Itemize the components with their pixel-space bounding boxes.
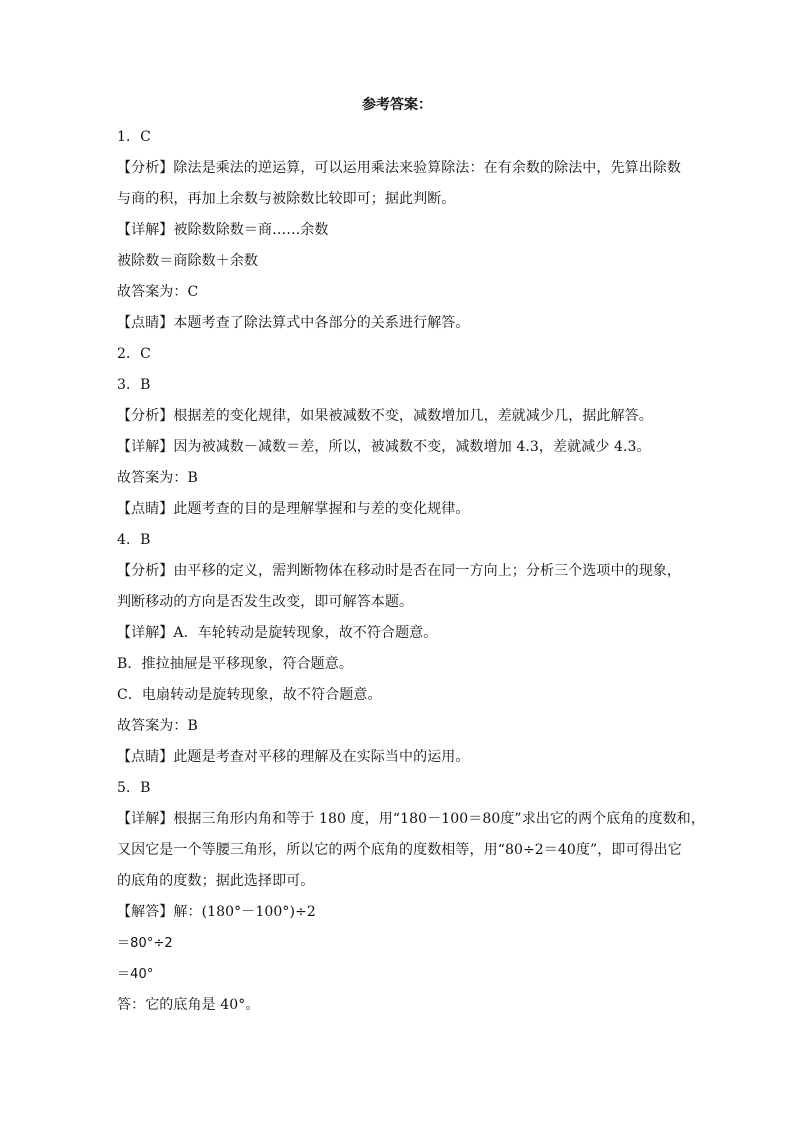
answer-line: 5．B — [117, 780, 151, 796]
answer-line: 【详解】根据三角形内角和等于 180 度，用“180－100＝80度”求出它的两个底角的度数和， — [117, 811, 705, 827]
formula-line: ＝80°÷2 — [117, 936, 173, 951]
answer-line: C．电扇转动是旋转现象，故不符合题意。 — [117, 687, 382, 703]
answer-line: 故答案为：B — [117, 718, 198, 734]
answer-line: B．推拉抽屉是平移现象，符合题意。 — [117, 656, 353, 672]
answer-line: 又因它是一个等腰三角形，所以它的两个底角的度数相等，用“80÷2＝40度”，即可得出它 — [117, 842, 682, 858]
answer-line: 【详解】A．车轮转动是旋转现象，故不符合题意。 — [117, 625, 438, 641]
answer-line: 的底角的度数；据此选择即可。 — [117, 873, 315, 889]
answer-title: 参考答案： — [362, 97, 432, 113]
answer-line: 【点睛】此题考查的目的是理解掌握和与差的变化规律。 — [117, 501, 470, 517]
answer-line: 被除数＝商除数＋余数 — [117, 253, 258, 269]
answer-content — [117, 122, 705, 1021]
answer-line: 【点睛】本题考查了除法算式中各部分的关系进行解答。 — [117, 315, 470, 331]
answer-line: 2．C — [117, 346, 151, 362]
answer-line: 1．C — [117, 129, 151, 145]
answer-line: 与商的积，再加上余数与被除数比较即可；据此判断。 — [117, 191, 456, 207]
answer-line: 判断移动的方向是否发生改变，即可解答本题。 — [117, 594, 414, 610]
answer-line: 【解答】解：(180°－100°)÷2 — [117, 904, 316, 920]
answer-line: 【分析】除法是乘法的逆运算，可以运用乘法来验算除法：在有余数的除法中，先算出除数 — [117, 160, 681, 176]
answer-line: 【详解】因为被减数－减数＝差，所以，被减数不变，减数增加 4.3，差就减少 4.3。 — [117, 439, 651, 455]
answer-line: 故答案为：B — [117, 470, 198, 486]
formula-line: ＝40° — [117, 967, 154, 982]
answer-line: 3．B — [117, 377, 151, 393]
answer-line: 故答案为：C — [117, 284, 199, 300]
answer-line: 4．B — [117, 532, 151, 548]
answer-line: 答：它的底角是 40°。 — [117, 997, 260, 1013]
answer-line: 【点睛】此题是考查对平移的理解及在实际当中的运用。 — [117, 749, 470, 765]
answer-line: 【详解】被除数除数＝商……余数 — [117, 222, 329, 238]
answer-line: 【分析】根据差的变化规律，如果被减数不变，减数增加几，差就减少几，据此解答。 — [117, 408, 653, 424]
answer-line: 【分析】由平移的定义，需判断物体在移动时是否在同一方向上；分析三个选项中的现象， — [117, 563, 681, 579]
